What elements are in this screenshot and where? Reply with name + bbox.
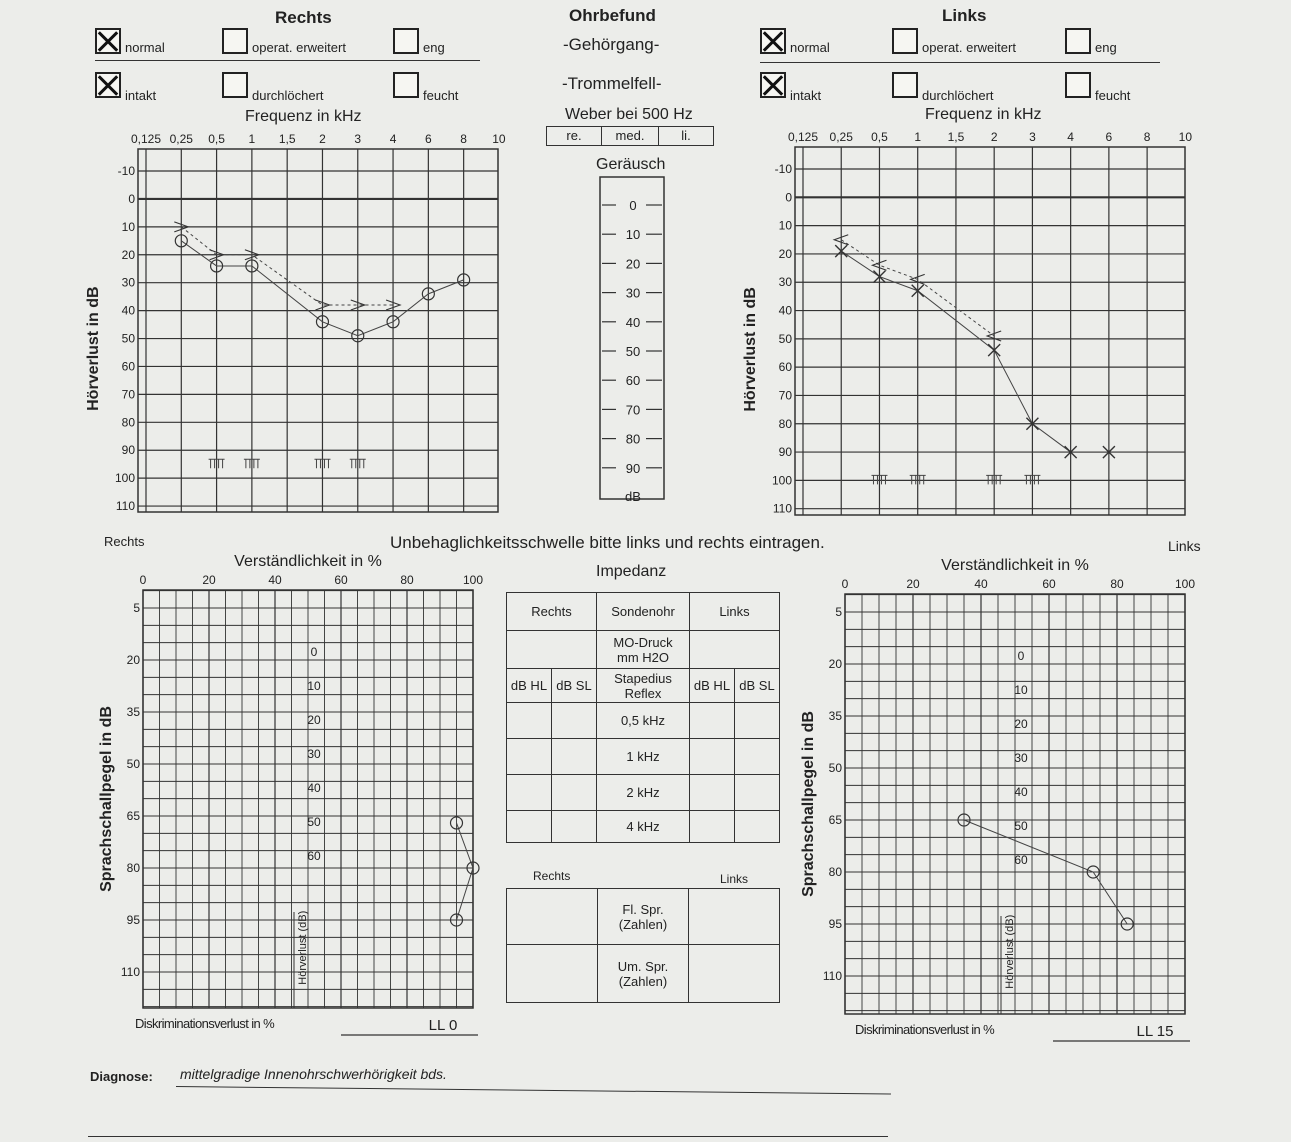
speech-test-left-label: Links: [720, 872, 749, 886]
speech-x-tick: 0: [841, 577, 849, 591]
speech-y-title: Sprachschallpegel in dB: [98, 706, 115, 892]
freq-tick-label: 0,5: [208, 132, 225, 146]
cell[interactable]: [735, 775, 780, 811]
freq-tick-label: 0,25: [169, 132, 193, 146]
diagnosis-line: [176, 1086, 891, 1094]
db-tick-label: 110: [115, 499, 135, 514]
db-tick-label: 70: [778, 388, 792, 403]
inner-tick: 30: [1014, 751, 1028, 765]
mo-pressure-left-cell[interactable]: [690, 631, 780, 669]
freq-label: 4 kHz: [597, 811, 690, 843]
checkbox-operat-erweitert[interactable]: [892, 28, 918, 54]
noise-tick-label: 10: [625, 227, 641, 243]
cell[interactable]: [690, 703, 735, 739]
freq-tick-label: 0,25: [829, 130, 853, 144]
speech-test-right-label: Rechts: [533, 869, 571, 883]
speech-y-tick: 110: [120, 965, 140, 979]
audiogram-right: [85, 125, 510, 515]
cell[interactable]: [735, 703, 780, 739]
noise-title: Geräusch: [596, 156, 666, 173]
noise-tick-label: 60: [625, 373, 641, 389]
noise-tick-label: 0: [629, 198, 637, 213]
conversation-right-cell[interactable]: [507, 945, 598, 1003]
speech-left-label: Links: [1168, 538, 1201, 554]
freq-label: 0,5 kHz: [597, 703, 690, 739]
inner-tick: 0: [310, 645, 318, 659]
mo-pressure-right-cell[interactable]: [507, 631, 597, 669]
db-tick-label: 90: [121, 443, 135, 458]
gehoergang-label: -Gehörgang-: [563, 35, 660, 54]
checkbox-label: intakt: [790, 88, 822, 103]
db-sl-left-header: dB SL: [735, 669, 780, 703]
db-tick-label: 50: [778, 331, 792, 346]
checkbox-normal[interactable]: [95, 28, 121, 54]
freq-tick-label: 2: [990, 130, 998, 144]
cell[interactable]: [507, 811, 552, 843]
speech-x-title: Verständlichkeit in %: [941, 557, 1089, 574]
cell[interactable]: [507, 739, 552, 775]
db-tick-label: 20: [121, 247, 135, 262]
speech-y-tick: 5: [835, 605, 842, 619]
db-tick-label: 30: [121, 275, 135, 290]
inner-tick: 50: [1014, 819, 1028, 833]
bottom-line: [88, 1136, 888, 1137]
freq-tick-label: 1: [914, 130, 922, 144]
speech-x-tick: 60: [1042, 577, 1056, 591]
noise-tick-label: 50: [625, 344, 641, 359]
checkbox-operat-erweitert[interactable]: [222, 28, 248, 54]
freq-label: 1 kHz: [597, 739, 690, 775]
cell[interactable]: [552, 703, 597, 739]
diagnosis-text[interactable]: mittelgradige Innenohrschwerhörigkeit bds.: [180, 1066, 447, 1082]
grid-frame: [138, 149, 498, 512]
cell[interactable]: [552, 775, 597, 811]
cell[interactable]: [552, 739, 597, 775]
freq-label: 2 kHz: [597, 775, 690, 811]
db-tick-label: -10: [117, 164, 135, 178]
noise-tick-label: 20: [625, 256, 641, 272]
freq-tick-label: 0,5: [871, 130, 888, 144]
speech-y-title: Sprachschallpegel in dB: [800, 711, 817, 897]
weber-options: [546, 126, 714, 146]
freq-tick-label: 1: [248, 132, 256, 146]
left-ear-title: Links: [942, 6, 987, 25]
db-axis-title: Hörverlust in dB: [742, 287, 759, 412]
db-tick-label: 100: [114, 471, 135, 486]
speech-x-title: Verständlichkeit in %: [234, 553, 382, 570]
speech-y-tick: 35: [828, 709, 842, 723]
speech-x-tick: 0: [139, 573, 147, 587]
cell[interactable]: [552, 811, 597, 843]
inner-tick: 20: [1014, 717, 1028, 731]
db-tick-label: 10: [778, 218, 792, 233]
noise-frame: [600, 177, 664, 499]
cell[interactable]: [507, 703, 552, 739]
inner-tick: 0: [1017, 649, 1025, 663]
speech-y-tick: 80: [126, 861, 140, 875]
checkbox-label: intakt: [125, 88, 157, 103]
freq-tick-label: 10: [1178, 130, 1193, 144]
checkbox-label: normal: [790, 40, 830, 55]
speech-y-tick: 95: [828, 917, 842, 931]
checkbox-intakt[interactable]: [760, 72, 786, 98]
cell[interactable]: [507, 775, 552, 811]
speech-x-tick: 80: [1110, 577, 1124, 591]
speech-audiogram-right: [95, 550, 495, 1040]
checkbox-normal[interactable]: [760, 28, 786, 54]
impedance-col-right: Rechts: [507, 593, 597, 631]
speech-x-tick: 40: [268, 573, 282, 587]
freq-tick-label: 3: [354, 132, 362, 146]
db-hl-left-header: dB HL: [690, 669, 735, 703]
speech-y-tick: 5: [133, 601, 140, 615]
db-tick-label: 50: [121, 331, 135, 346]
checkbox-label: normal: [125, 40, 165, 55]
db-tick-label: 100: [771, 473, 792, 488]
checkbox-feucht[interactable]: [1065, 72, 1091, 98]
speech-y-tick: 65: [126, 809, 140, 823]
checkbox-label: durchlöchert: [922, 88, 994, 103]
checkbox-eng[interactable]: [1065, 28, 1091, 54]
weber-option-median[interactable]: med.: [602, 127, 659, 145]
checkbox-durchlöchert[interactable]: [222, 72, 248, 98]
db-tick-label: 20: [778, 246, 792, 261]
checkbox-durchlöchert[interactable]: [892, 72, 918, 98]
weber-option-right[interactable]: re.: [547, 127, 602, 145]
checkbox-label: durchlöchert: [252, 88, 324, 103]
checkbox-eng[interactable]: [393, 28, 419, 54]
cell[interactable]: [690, 739, 735, 775]
speech-audiogram-left: [790, 552, 1200, 1044]
speech-y-tick: 20: [126, 653, 140, 667]
speech-x-tick: 20: [202, 573, 216, 587]
freq-tick-label: 1,5: [278, 132, 296, 146]
speech-x-tick: 40: [974, 577, 988, 591]
weber-option-left[interactable]: li.: [681, 128, 691, 143]
whisper-label: Fl. Spr. (Zahlen): [598, 889, 689, 945]
db-tick-label: 60: [121, 359, 135, 374]
freq-tick-label: 4: [389, 132, 397, 146]
speech-x-tick: 20: [906, 577, 920, 591]
noise-unit: dB: [625, 489, 641, 504]
db-axis-title: Hörverlust in dB: [85, 286, 102, 411]
checkbox-label: eng: [1095, 40, 1117, 55]
freq-tick-label: 3: [1029, 130, 1036, 144]
freq-tick-label: 0,125: [130, 132, 162, 146]
checkbox-feucht[interactable]: [393, 72, 419, 98]
inner-tick: 20: [307, 713, 321, 727]
db-tick-label: 90: [778, 445, 792, 460]
stapedius-reflex-label: Stapedius Reflex: [597, 669, 690, 703]
discrimination-value: LL 0: [428, 1017, 458, 1034]
speech-y-tick: 50: [126, 757, 140, 771]
freq-tick-label: 2: [319, 132, 326, 146]
mo-pressure-label: MO-Druck mm H2O: [597, 631, 690, 669]
db-tick-label: 0: [785, 190, 792, 205]
noise-scale: [590, 175, 680, 510]
speech-y-tick: 50: [828, 761, 842, 775]
discrimination-loss-label: Diskriminationsverlust in %: [135, 1016, 275, 1031]
audiogram-right-freq-title: Frequenz in kHz: [245, 108, 362, 125]
db-sl-right-header: dB SL: [552, 669, 597, 703]
inner-tick: 10: [1014, 683, 1028, 697]
db-tick-label: 30: [778, 275, 792, 290]
freq-tick-label: 8: [1143, 130, 1151, 144]
inner-tick: 60: [1014, 853, 1028, 867]
impedance-title: Impedanz: [596, 563, 667, 580]
checkbox-intakt[interactable]: [95, 72, 121, 98]
freq-tick-label: 8: [460, 132, 467, 146]
checkbox-label: feucht: [423, 88, 459, 103]
audiogram-left: [742, 125, 1193, 520]
freq-tick-label: 1,5: [947, 130, 965, 144]
freq-tick-label: 4: [1067, 130, 1074, 144]
weber-title: Weber bei 500 Hz: [565, 106, 693, 123]
impedance-table: [506, 592, 780, 843]
db-tick-label: 40: [778, 303, 792, 318]
noise-tick-label: 90: [625, 460, 641, 476]
db-tick-label: 80: [778, 416, 792, 431]
speech-line: [457, 823, 474, 920]
db-tick-label: 110: [772, 501, 792, 516]
db-tick-label: 60: [778, 360, 792, 375]
checkbox-label: operat. erweitert: [922, 40, 1016, 55]
speech-x-tick: 100: [462, 573, 484, 587]
cell[interactable]: [690, 775, 735, 811]
speech-x-tick: 100: [1174, 577, 1196, 591]
impedance-col-probe: Sondenohr: [597, 593, 690, 631]
checkbox-label: feucht: [1095, 88, 1131, 103]
cell[interactable]: [735, 739, 780, 775]
noise-tick-label: 80: [625, 431, 641, 447]
inner-axis-label: Hörverlust (dB): [297, 910, 309, 985]
checkbox-label: eng: [423, 40, 445, 55]
ear-findings-title: Ohrbefund: [569, 6, 656, 25]
diagnosis-label: Diagnose:: [90, 1069, 153, 1084]
db-tick-label: 40: [121, 303, 135, 318]
right-ear-title: Rechts: [275, 8, 332, 27]
speech-y-tick: 80: [828, 865, 842, 879]
cell[interactable]: [690, 811, 735, 843]
grid-frame: [795, 147, 1185, 515]
audiogram-left-freq-title: Frequenz in kHz: [925, 106, 1042, 123]
freq-tick-label: 0,125: [787, 130, 819, 144]
inner-tick: 40: [307, 781, 321, 795]
cell[interactable]: [735, 811, 780, 843]
speech-y-tick: 110: [822, 969, 842, 983]
trommelfell-label: -Trommelfell-: [562, 74, 662, 93]
speech-y-tick: 65: [828, 813, 842, 827]
noise-tick-label: 30: [625, 285, 641, 301]
inner-tick: 10: [307, 679, 321, 693]
speech-y-tick: 35: [126, 705, 140, 719]
speech-y-tick: 20: [828, 657, 842, 671]
freq-tick-label: 10: [492, 132, 506, 146]
divider: [95, 60, 480, 61]
inner-tick: 40: [1014, 785, 1028, 799]
db-tick-label: 0: [128, 191, 135, 206]
freq-tick-label: 6: [425, 132, 432, 146]
conversation-label: Um. Spr. (Zahlen): [598, 945, 689, 1003]
inner-tick: 50: [307, 815, 321, 829]
noise-tick-label: 70: [625, 402, 641, 418]
whisper-left-cell[interactable]: [689, 889, 780, 945]
conversation-left-cell[interactable]: [689, 945, 780, 1003]
db-hl-right-header: dB HL: [507, 669, 552, 703]
discomfort-notice: Unbehaglichkeitsschwelle bitte links und rechts eintragen.: [390, 533, 825, 552]
checkbox-label: operat. erweitert: [252, 40, 346, 55]
speech-test-table: [506, 888, 780, 1003]
speech-right-label: Rechts: [104, 534, 145, 549]
db-tick-label: -10: [774, 162, 792, 176]
whisper-right-cell[interactable]: [507, 889, 598, 945]
discrimination-loss-label: Diskriminationsverlust in %: [855, 1022, 995, 1037]
db-tick-label: 80: [121, 415, 135, 430]
freq-tick-label: 6: [1105, 130, 1113, 144]
divider: [760, 62, 1160, 63]
noise-tick-label: 40: [625, 314, 641, 330]
speech-x-tick: 60: [334, 573, 348, 587]
db-tick-label: 70: [121, 387, 135, 402]
inner-tick: 30: [307, 747, 321, 761]
speech-y-tick: 95: [126, 913, 140, 927]
inner-axis-label: Hörverlust (dB): [1004, 914, 1016, 989]
inner-tick: 60: [307, 849, 321, 863]
series-line: [841, 251, 1109, 452]
db-tick-label: 10: [121, 219, 135, 234]
discrimination-value: LL 15: [1136, 1023, 1174, 1040]
impedance-col-left: Links: [690, 593, 780, 631]
speech-x-tick: 80: [400, 573, 414, 587]
